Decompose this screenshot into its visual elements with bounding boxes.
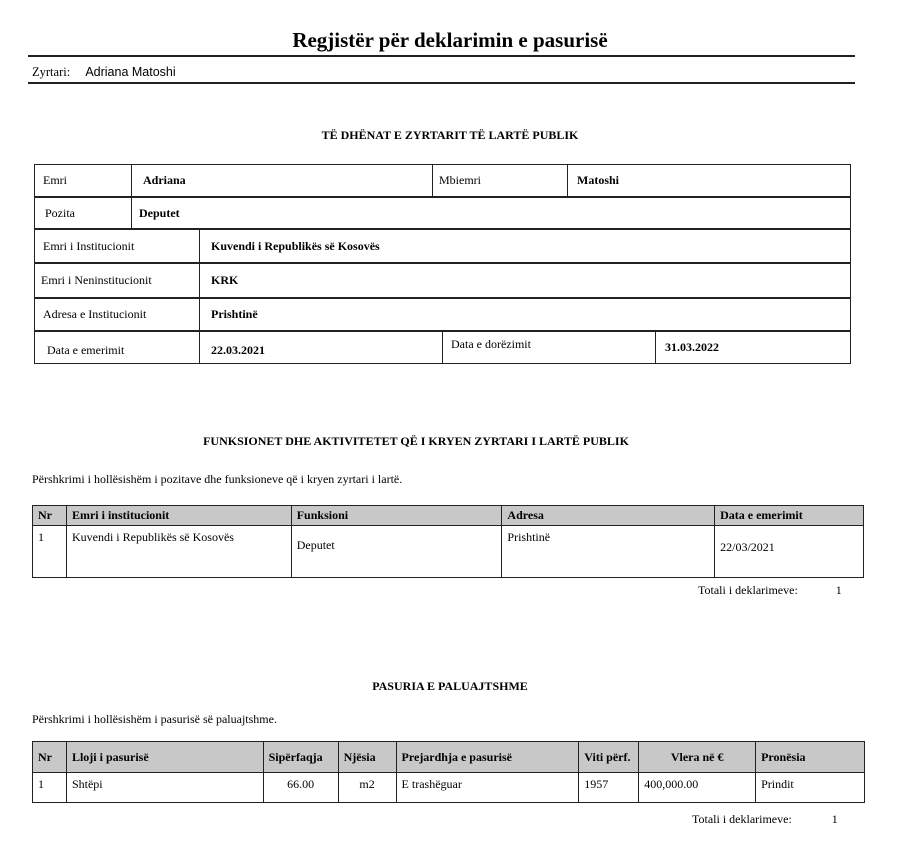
- property-total-label: Totali i deklarimeve:: [692, 812, 792, 826]
- property-header: Nr: [33, 742, 67, 773]
- institution-label: Emri i Institucionit: [43, 238, 135, 253]
- info-row-name: [34, 164, 851, 197]
- property-total: [692, 812, 838, 827]
- property-header: Lloji i pasurisë: [66, 742, 263, 773]
- property-header: Sipërfaqja: [263, 742, 338, 773]
- submission-date-label: Data e dorëzimit: [451, 337, 531, 351]
- functions-total: [698, 583, 842, 598]
- property-total-value: 1: [831, 812, 838, 826]
- functions-header: Nr: [33, 506, 67, 526]
- section-property-title: PASURIA E PALUAJTSHME: [372, 679, 528, 693]
- property-cell-area: 66.00: [263, 773, 338, 803]
- property-cell-nr: 1: [33, 773, 67, 803]
- last-name-value: Matoshi: [577, 173, 619, 187]
- property-cell-ownership: Prindit: [756, 773, 865, 803]
- property-header: Vlera në €: [639, 742, 756, 773]
- property-header-row: [33, 742, 865, 773]
- first-name-value: Adriana: [143, 173, 186, 187]
- submission-date-value: 31.03.2022: [665, 340, 719, 354]
- info-row-subinstitution: [34, 263, 851, 298]
- official-name: Adriana Matoshi: [85, 65, 176, 79]
- functions-table: [32, 505, 864, 578]
- info-row-institution: [34, 229, 851, 263]
- table-row: [33, 773, 865, 803]
- first-name-label: Emri: [43, 173, 67, 187]
- subinstitution-value: KRK: [211, 273, 239, 287]
- functions-cell-address: Prishtinë: [502, 526, 715, 578]
- info-row-position: [34, 197, 851, 229]
- info-row-address: [34, 298, 851, 331]
- address-value: Prishtinë: [211, 307, 258, 321]
- property-header: Viti përf.: [579, 742, 639, 773]
- functions-header: Data e emerimit: [715, 506, 864, 526]
- functions-header: Funksioni: [291, 506, 502, 526]
- functions-header: Adresa: [502, 506, 715, 526]
- last-name-label: Mbiemri: [439, 173, 481, 187]
- section-functions-title: FUNKSIONET DHE AKTIVITETET QË I KRYEN ZYRTARI I LARTË PUBLIK: [203, 434, 629, 448]
- property-header: Pronësia: [756, 742, 865, 773]
- section-official-title: TË DHËNAT E ZYRTARIT TË LARTË PUBLIK: [321, 128, 579, 142]
- property-header: Prejardhja e pasurisë: [396, 742, 579, 773]
- functions-description: Përshkrimi i hollësishëm i pozitave dhe funksioneve që i kryen zyrtari i lartë.: [32, 472, 403, 486]
- document-title: Regjistër për deklarimin e pasurisë: [292, 28, 608, 52]
- position-value: Deputet: [139, 205, 180, 220]
- institution-value: Kuvendi i Republikës së Kosovës: [211, 238, 380, 253]
- functions-total-value: 1: [835, 583, 842, 597]
- appointment-date-value: 22.03.2021: [211, 343, 265, 357]
- functions-cell-date: 22/03/2021: [715, 526, 864, 578]
- title-divider: [28, 55, 855, 57]
- functions-cell-nr: 1: [33, 526, 67, 578]
- property-table: [32, 741, 865, 803]
- functions-cell-function: Deputet: [291, 526, 502, 578]
- subinstitution-label: Emri i Neninstitucionit: [41, 273, 152, 287]
- table-row: [33, 526, 864, 578]
- property-cell-unit: m2: [338, 773, 396, 803]
- functions-cell-institution: Kuvendi i Republikës së Kosovës: [66, 526, 291, 578]
- appointment-date-label: Data e emerimit: [47, 343, 125, 357]
- property-cell-year: 1957: [579, 773, 639, 803]
- info-row-dates: [34, 331, 851, 364]
- property-cell-type: Shtëpi: [66, 773, 263, 803]
- official-line: [32, 65, 176, 80]
- official-label: Zyrtari:: [32, 65, 71, 79]
- property-description: Përshkrimi i hollësishëm i pasurisë së paluajtshme.: [32, 712, 277, 726]
- property-header: Njësia: [338, 742, 396, 773]
- property-cell-value: 400,000.00: [639, 773, 756, 803]
- address-label: Adresa e Institucionit: [43, 307, 147, 321]
- header-divider: [28, 82, 855, 84]
- position-label: Pozita: [45, 205, 75, 220]
- functions-total-label: Totali i deklarimeve:: [698, 583, 798, 597]
- property-cell-origin: E trashëguar: [396, 773, 579, 803]
- functions-header-row: [33, 506, 864, 526]
- functions-header: Emri i institucionit: [66, 506, 291, 526]
